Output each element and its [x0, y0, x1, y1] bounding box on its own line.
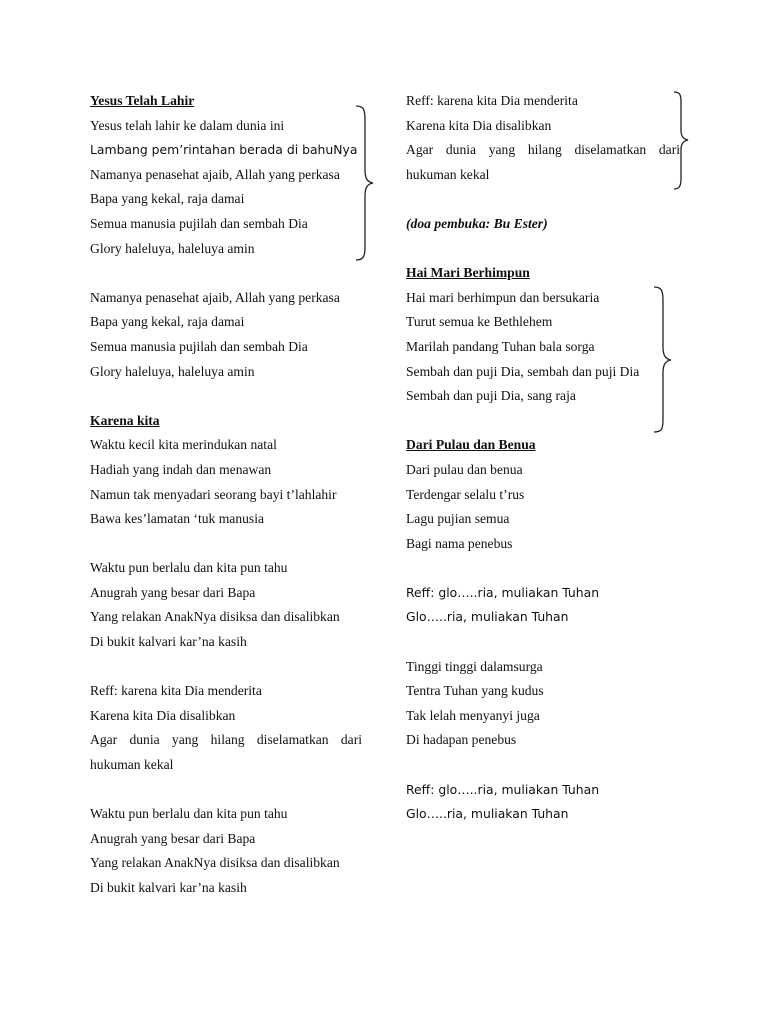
stanza-gap: [406, 187, 680, 212]
lyric-line: Lagu pujian semua: [406, 511, 510, 527]
lyric-line: Bawa kes’lamatan ‘tuk manusia: [90, 511, 265, 527]
stanza-gap: [406, 556, 680, 581]
reff-line: Glo…..ria, muliakan Tuhan: [406, 609, 569, 625]
song-title-hai-mari-berhimpun: Hai Mari Berhimpun: [406, 265, 530, 281]
stanza-gap: [90, 261, 362, 286]
lyric-line: Hai mari berhimpun dan bersukaria: [406, 289, 600, 305]
lyric-line: Karena kita Dia disalibkan: [406, 117, 552, 133]
lyric-line: Hadiah yang indah dan menawan: [90, 461, 272, 477]
lyric-line: hukuman kekal: [406, 166, 490, 182]
song-title-dari-pulau-dan-benua: Dari Pulau dan Benua: [406, 437, 536, 453]
lyric-line: Sembah dan puji Dia, sang raja: [406, 388, 576, 404]
stanza-gap: [406, 237, 680, 262]
reff-line: Reff: glo…..ria, muliakan Tuhan: [406, 781, 600, 797]
right-curly-brace-icon: [672, 90, 692, 192]
stanza-gap: [90, 384, 362, 409]
song-title-yesus-telah-lahir: Yesus Telah Lahir: [90, 93, 195, 108]
lyric-line: Bagi nama penebus: [406, 535, 513, 551]
lyric-line: Glory haleluya, haleluya amin: [90, 240, 255, 256]
stanza-gap: [406, 630, 680, 655]
lyric-line: Semua manusia pujilah dan sembah Dia: [90, 338, 308, 354]
lyric-line: Karena kita Dia disalibkan: [90, 707, 236, 723]
lyric-line: Yang relakan AnakNya disiksa dan disalibkan: [90, 855, 340, 871]
lyric-line: Waktu kecil kita merindukan natal: [90, 437, 277, 453]
right-curly-brace-icon: [652, 285, 676, 435]
lyric-line: Di hadapan penebus: [406, 732, 517, 748]
lyric-line: Glory haleluya, haleluya amin: [90, 363, 255, 379]
lyric-line: Bapa yang kekal, raja damai: [90, 314, 245, 330]
lyric-line: Waktu pun berlalu dan kita pun tahu: [90, 806, 288, 822]
lyric-line: Bapa yang kekal, raja damai: [90, 191, 245, 207]
song-title-karena-kita: Karena kita: [90, 412, 160, 428]
lyric-line: Tentra Tuhan yang kudus: [406, 683, 544, 699]
reff-line: Reff: glo…..ria, muliakan Tuhan: [406, 584, 600, 600]
stanza-gap: [90, 655, 362, 680]
reff-line: Glo…..ria, muliakan Tuhan: [406, 806, 569, 822]
lyric-line: Namanya penasehat ajaib, Allah yang perkasa: [90, 289, 340, 305]
note-doa-pembuka: (doa pembuka: Bu Ester): [406, 215, 548, 231]
lyric-line: Di bukit kalvari kar’na kasih: [90, 880, 247, 895]
lyric-line: Namun tak menyadari seorang bayi t’lahlahir: [90, 486, 337, 502]
left-column: [90, 89, 362, 901]
lyric-line: Turut semua ke Bethlehem: [406, 314, 553, 330]
lyric-line: Terdengar selalu t’rus: [406, 486, 525, 502]
lyric-line: Reff: karena kita Dia menderita: [90, 683, 262, 699]
right-curly-brace-icon: [354, 104, 378, 262]
lyric-line: Yang relakan AnakNya disiksa dan disalibkan: [90, 609, 340, 625]
lyric-line: Semua manusia pujilah dan sembah Dia: [90, 215, 308, 231]
lyric-line: Waktu pun berlalu dan kita pun tahu: [90, 560, 288, 576]
stanza-gap: [90, 778, 362, 803]
lyric-line: Tak lelah menyanyi juga: [406, 707, 540, 723]
lyric-line: Agar dunia yang hilang diselamatkan dari: [90, 732, 362, 748]
lyric-line: Agar dunia yang hilang diselamatkan dari: [406, 142, 680, 158]
stanza-gap: [406, 409, 680, 434]
lyric-line: Namanya penasehat ajaib, Allah yang perkasa: [90, 166, 340, 182]
lyric-line: Lambang pem’rintahan berada di bahuNya: [90, 142, 358, 158]
right-column: [406, 89, 680, 827]
lyric-line: Yesus telah lahir ke dalam dunia ini: [90, 117, 285, 133]
lyric-line: Reff: karena kita Dia menderita: [406, 93, 578, 108]
lyric-line: Di bukit kalvari kar’na kasih: [90, 634, 247, 650]
lyric-line: Tinggi tinggi dalamsurga: [406, 658, 543, 674]
lyric-line: hukuman kekal: [90, 757, 174, 773]
lyric-line: Dari pulau dan benua: [406, 461, 523, 477]
stanza-gap: [406, 753, 680, 778]
stanza-gap: [90, 532, 362, 557]
lyric-line: Anugrah yang besar dari Bapa: [90, 584, 256, 600]
lyric-line: Anugrah yang besar dari Bapa: [90, 830, 256, 846]
lyric-line: Sembah dan puji Dia, sembah dan puji Dia: [406, 363, 640, 379]
lyric-line: Marilah pandang Tuhan bala sorga: [406, 338, 595, 354]
